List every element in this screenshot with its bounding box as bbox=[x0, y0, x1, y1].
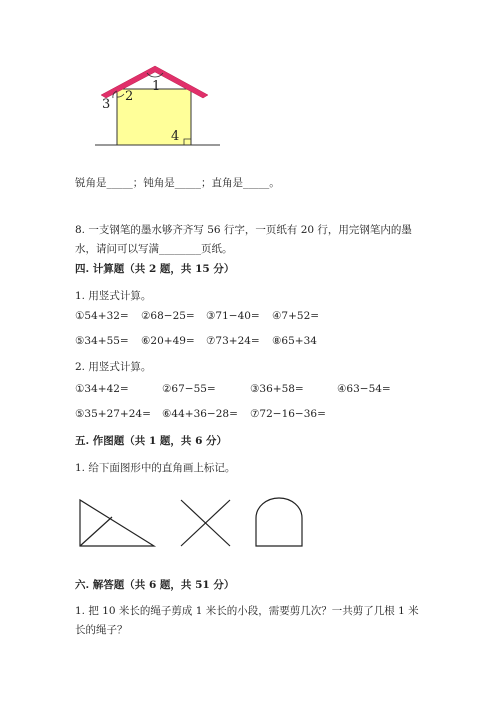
angle-label-3: 3 bbox=[102, 97, 111, 112]
calc-item: ④7+52= bbox=[272, 310, 320, 322]
section4-q1-title: 1. 用竖式计算。 bbox=[75, 290, 152, 302]
q7-answer-line: 锐角是_____；钝角是_____；直角是_____。 bbox=[75, 177, 280, 189]
calc-item: ⑥44+36−28= bbox=[162, 408, 238, 420]
calc-item: ⑤34+55= bbox=[75, 335, 129, 347]
calc-item: ⑥20+49= bbox=[141, 335, 195, 347]
arch-shape bbox=[256, 498, 302, 546]
calc-item: ③36+58= bbox=[250, 383, 304, 395]
angle-label-4: 4 bbox=[171, 129, 180, 144]
triangle-shape bbox=[80, 500, 154, 546]
calc-item: ②68−25= bbox=[141, 310, 195, 322]
section5-heading: 五. 作图题（共 1 题，共 6 分） bbox=[75, 435, 228, 447]
calc-item: ④63−54= bbox=[337, 383, 391, 395]
house-figure bbox=[0, 0, 500, 160]
q8-text: 8. 一支钢笔的墨水够齐齐写 56 行字，一页纸有 20 行，用完钢笔内的墨水，请问可以写满________页纸。 bbox=[75, 224, 412, 255]
calc-item: ①54+32= bbox=[75, 310, 129, 322]
section6-q1-text: 1. 把 10 米长的绳子剪成 1 米长的小段，需要剪几次？一共剪了几根 1 米长的绳子？ bbox=[75, 605, 419, 636]
shapes-figure bbox=[0, 490, 500, 570]
calc-item: ③71−40= bbox=[206, 310, 260, 322]
cross-shape bbox=[181, 500, 230, 546]
angle-label-2: 2 bbox=[125, 89, 134, 104]
calc-item: ①34+42= bbox=[75, 383, 129, 395]
calc-item: ②67−55= bbox=[162, 383, 216, 395]
calc-item: ⑦72−16−36= bbox=[250, 408, 326, 420]
section4-q2-title: 2. 用竖式计算。 bbox=[75, 361, 152, 373]
angle-label-1: 1 bbox=[152, 79, 161, 94]
calc-item: ⑧65+34 bbox=[272, 335, 317, 347]
calc-item: ⑤35+27+24= bbox=[75, 408, 151, 420]
section5-q1-text: 1. 给下面图形中的直角画上标记。 bbox=[75, 462, 236, 474]
section4-heading: 四. 计算题（共 2 题，共 15 分） bbox=[75, 263, 235, 275]
section6-heading: 六. 解答题（共 6 题，共 51 分） bbox=[75, 579, 235, 591]
calc-item: ⑦73+24= bbox=[206, 335, 260, 347]
